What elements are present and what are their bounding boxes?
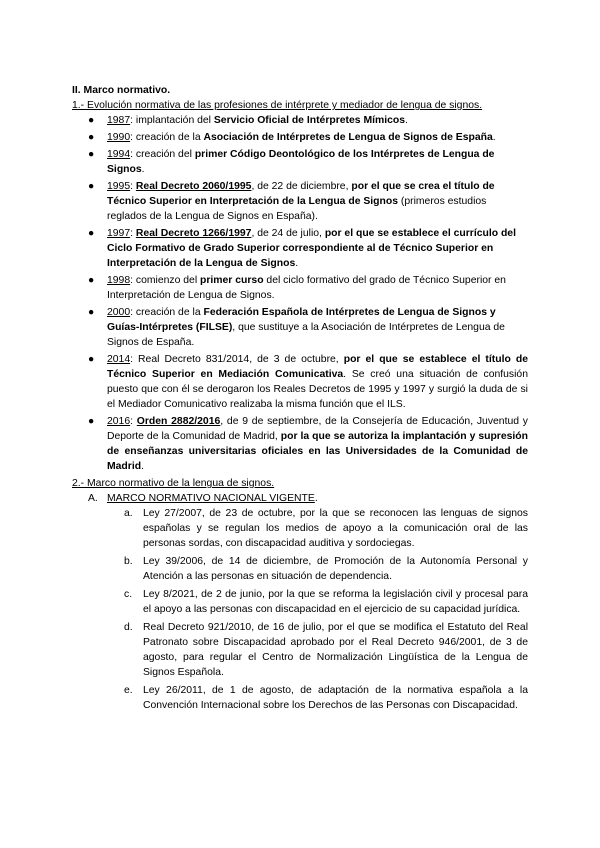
item-bold: por el que se establece el currículo del Ciclo Formativo de Grado Superior correspondiente al de Técnico Superior en Interpretación de la Lengua de Signos [107, 228, 516, 269]
list-item [72, 683, 528, 713]
item-text: Ley 26/2011, de 1 de agosto, de adaptación de la normativa española a la Convención Internacional sobre los Derechos de las Personas con Discapacidad. [143, 685, 528, 711]
item-letter: b. [124, 556, 133, 567]
item-text: . Se creó una situación de confusión puesto que con él se derogaron los Reales Decretos de 1995 y 1997 y surgió la duda de si el Mediador Comunicativo realizaba la misma función que el ILS. [107, 369, 528, 410]
item-text: . [141, 164, 145, 175]
bullet-icon: ● [88, 115, 95, 126]
list-item [72, 179, 528, 224]
item-text: . [141, 461, 144, 472]
item-bold: Federación Española de Intérpretes de Lengua de Signos y Guías-Intérpretes (FILSE) [107, 307, 496, 333]
item-text: Ley 27/2007, de 23 de octubre, por la que se reconocen las lenguas de signos españolas y se regulan los medios de apoyo a la comunicación oral de las personas sordas, con discapacidad auditiva y sordociegas. [143, 508, 528, 549]
list-item [72, 130, 528, 145]
year-label: 1995 [107, 181, 131, 192]
year-label: 1990 [107, 132, 131, 143]
item-text: : comienzo del [130, 275, 201, 286]
item-text: Ley 8/2021, de 2 de junio, por la que se reforma la legislación civil y procesal para el apoyo a las personas con discapacidad en el ejercicio de su capacidad jurídica. [143, 589, 528, 615]
item-bold: primer Código Deontológico de los Intérpretes de Lengua de Signos [107, 149, 495, 175]
bullet-icon: ● [88, 307, 95, 318]
list-item [72, 226, 528, 271]
document-page [72, 83, 528, 716]
section1-heading: 1.- Evolución normativa de las profesiones de intérprete y mediador de lengua de signos. [72, 100, 483, 111]
bullet-icon: ● [88, 149, 95, 160]
subsection-heading [72, 491, 528, 506]
subsection-marker: A. [88, 493, 98, 504]
item-letter: e. [124, 685, 133, 696]
list-item [72, 554, 528, 584]
list-item [72, 587, 528, 617]
list-item [72, 147, 528, 177]
list-item [72, 620, 528, 680]
bullet-icon: ● [88, 181, 95, 192]
item-text: : implantación del [130, 115, 214, 126]
item-text: : [130, 228, 136, 239]
subsection-suffix: . [314, 493, 318, 504]
list-item [72, 506, 528, 551]
evolution-list [72, 113, 528, 474]
item-text: , que sustituye a la Asociación de Intérpretes de Lengua de Signos de España. [107, 322, 505, 348]
item-bold: Servicio Oficial de Intérpretes Mímicos [213, 115, 406, 126]
item-text: Ley 39/2006, de 14 de diciembre, de Promoción de la Autonomía Personal y Atención a las personas en situación de dependencia. [143, 556, 528, 582]
item-text: . [405, 115, 408, 126]
item-letter: d. [124, 622, 133, 633]
item-text: . [295, 258, 299, 269]
item-text: : creación de la [130, 132, 204, 143]
item-text: : creación del [130, 149, 195, 160]
item-text: , de 9 de septiembre, de la Consejería de Educación, Juventud y Deporte de la Comunidad de Madrid, [107, 416, 528, 442]
item-letter: c. [124, 589, 133, 600]
year-label: 2000 [107, 307, 131, 318]
item-text: : [130, 181, 136, 192]
item-text: del ciclo formativo del grado de Técnico Superior en Interpretación de Lengua de Signos. [107, 275, 506, 301]
section-title: II. Marco normativo. [72, 85, 171, 96]
item-letter: a. [124, 508, 133, 519]
bullet-icon: ● [88, 275, 95, 286]
national-law-list [72, 506, 528, 713]
year-label: 1994 [107, 149, 131, 160]
bullet-icon: ● [88, 416, 95, 427]
item-text: , de 24 de julio, [251, 228, 325, 239]
item-text: (primeros estudios reglados de la Lengua de Signos en España). [107, 196, 487, 222]
list-item [72, 113, 528, 128]
year-label: 2014 [107, 354, 131, 365]
list-item [72, 273, 528, 303]
decree-link[interactable]: Real Decreto 2060/1995 [135, 181, 252, 192]
year-label: 1998 [107, 275, 131, 286]
bullet-icon: ● [88, 228, 95, 239]
item-text: : creación de la [130, 307, 204, 318]
subsection-title: MARCO NORMATIVO NACIONAL VIGENTE [107, 493, 315, 504]
item-text: , de 22 de diciembre, [251, 181, 352, 192]
list-item [72, 414, 528, 474]
list-item [72, 352, 528, 412]
year-label: 2016 [107, 416, 131, 427]
list-item [72, 305, 528, 350]
item-text: : Real Decreto 831/2014, de 3 de octubre, [130, 354, 344, 365]
item-bold: por la que se autoriza la implantación y supresión de enseñanzas universitarias oficiales en las Universidades de la Comunidad de Madrid [107, 431, 528, 472]
bullet-icon: ● [88, 132, 95, 143]
item-bold: por el que se crea el título de Técnico Superior en Interpretación de la Lengua de Signos [107, 181, 495, 207]
year-label: 1997 [107, 228, 131, 239]
order-link[interactable]: Orden 2882/2016 [136, 416, 221, 427]
decree-link[interactable]: Real Decreto 1266/1997 [135, 228, 252, 239]
item-bold: por el que se establece el título de Técnico Superior en Mediación Comunicativa [107, 354, 528, 380]
item-text: Real Decreto 921/2010, de 16 de julio, por el que se modifica el Estatuto del Real Patronato sobre Discapacidad aprobado por el Real Decreto 946/2001, de 3 de agosto, para regular el Centro de Normalización Lingüística de la Lengua de Signos Española. [143, 622, 528, 678]
item-bold: primer curso [200, 275, 264, 286]
item-text: : [130, 416, 137, 427]
year-label: 1987 [107, 115, 131, 126]
section2-heading: 2.- Marco normativo de la lengua de signos. [72, 478, 275, 489]
bullet-icon: ● [88, 354, 95, 365]
item-bold: Asociación de Intérpretes de Lengua de Signos de España [203, 132, 493, 143]
item-text: . [492, 132, 496, 143]
